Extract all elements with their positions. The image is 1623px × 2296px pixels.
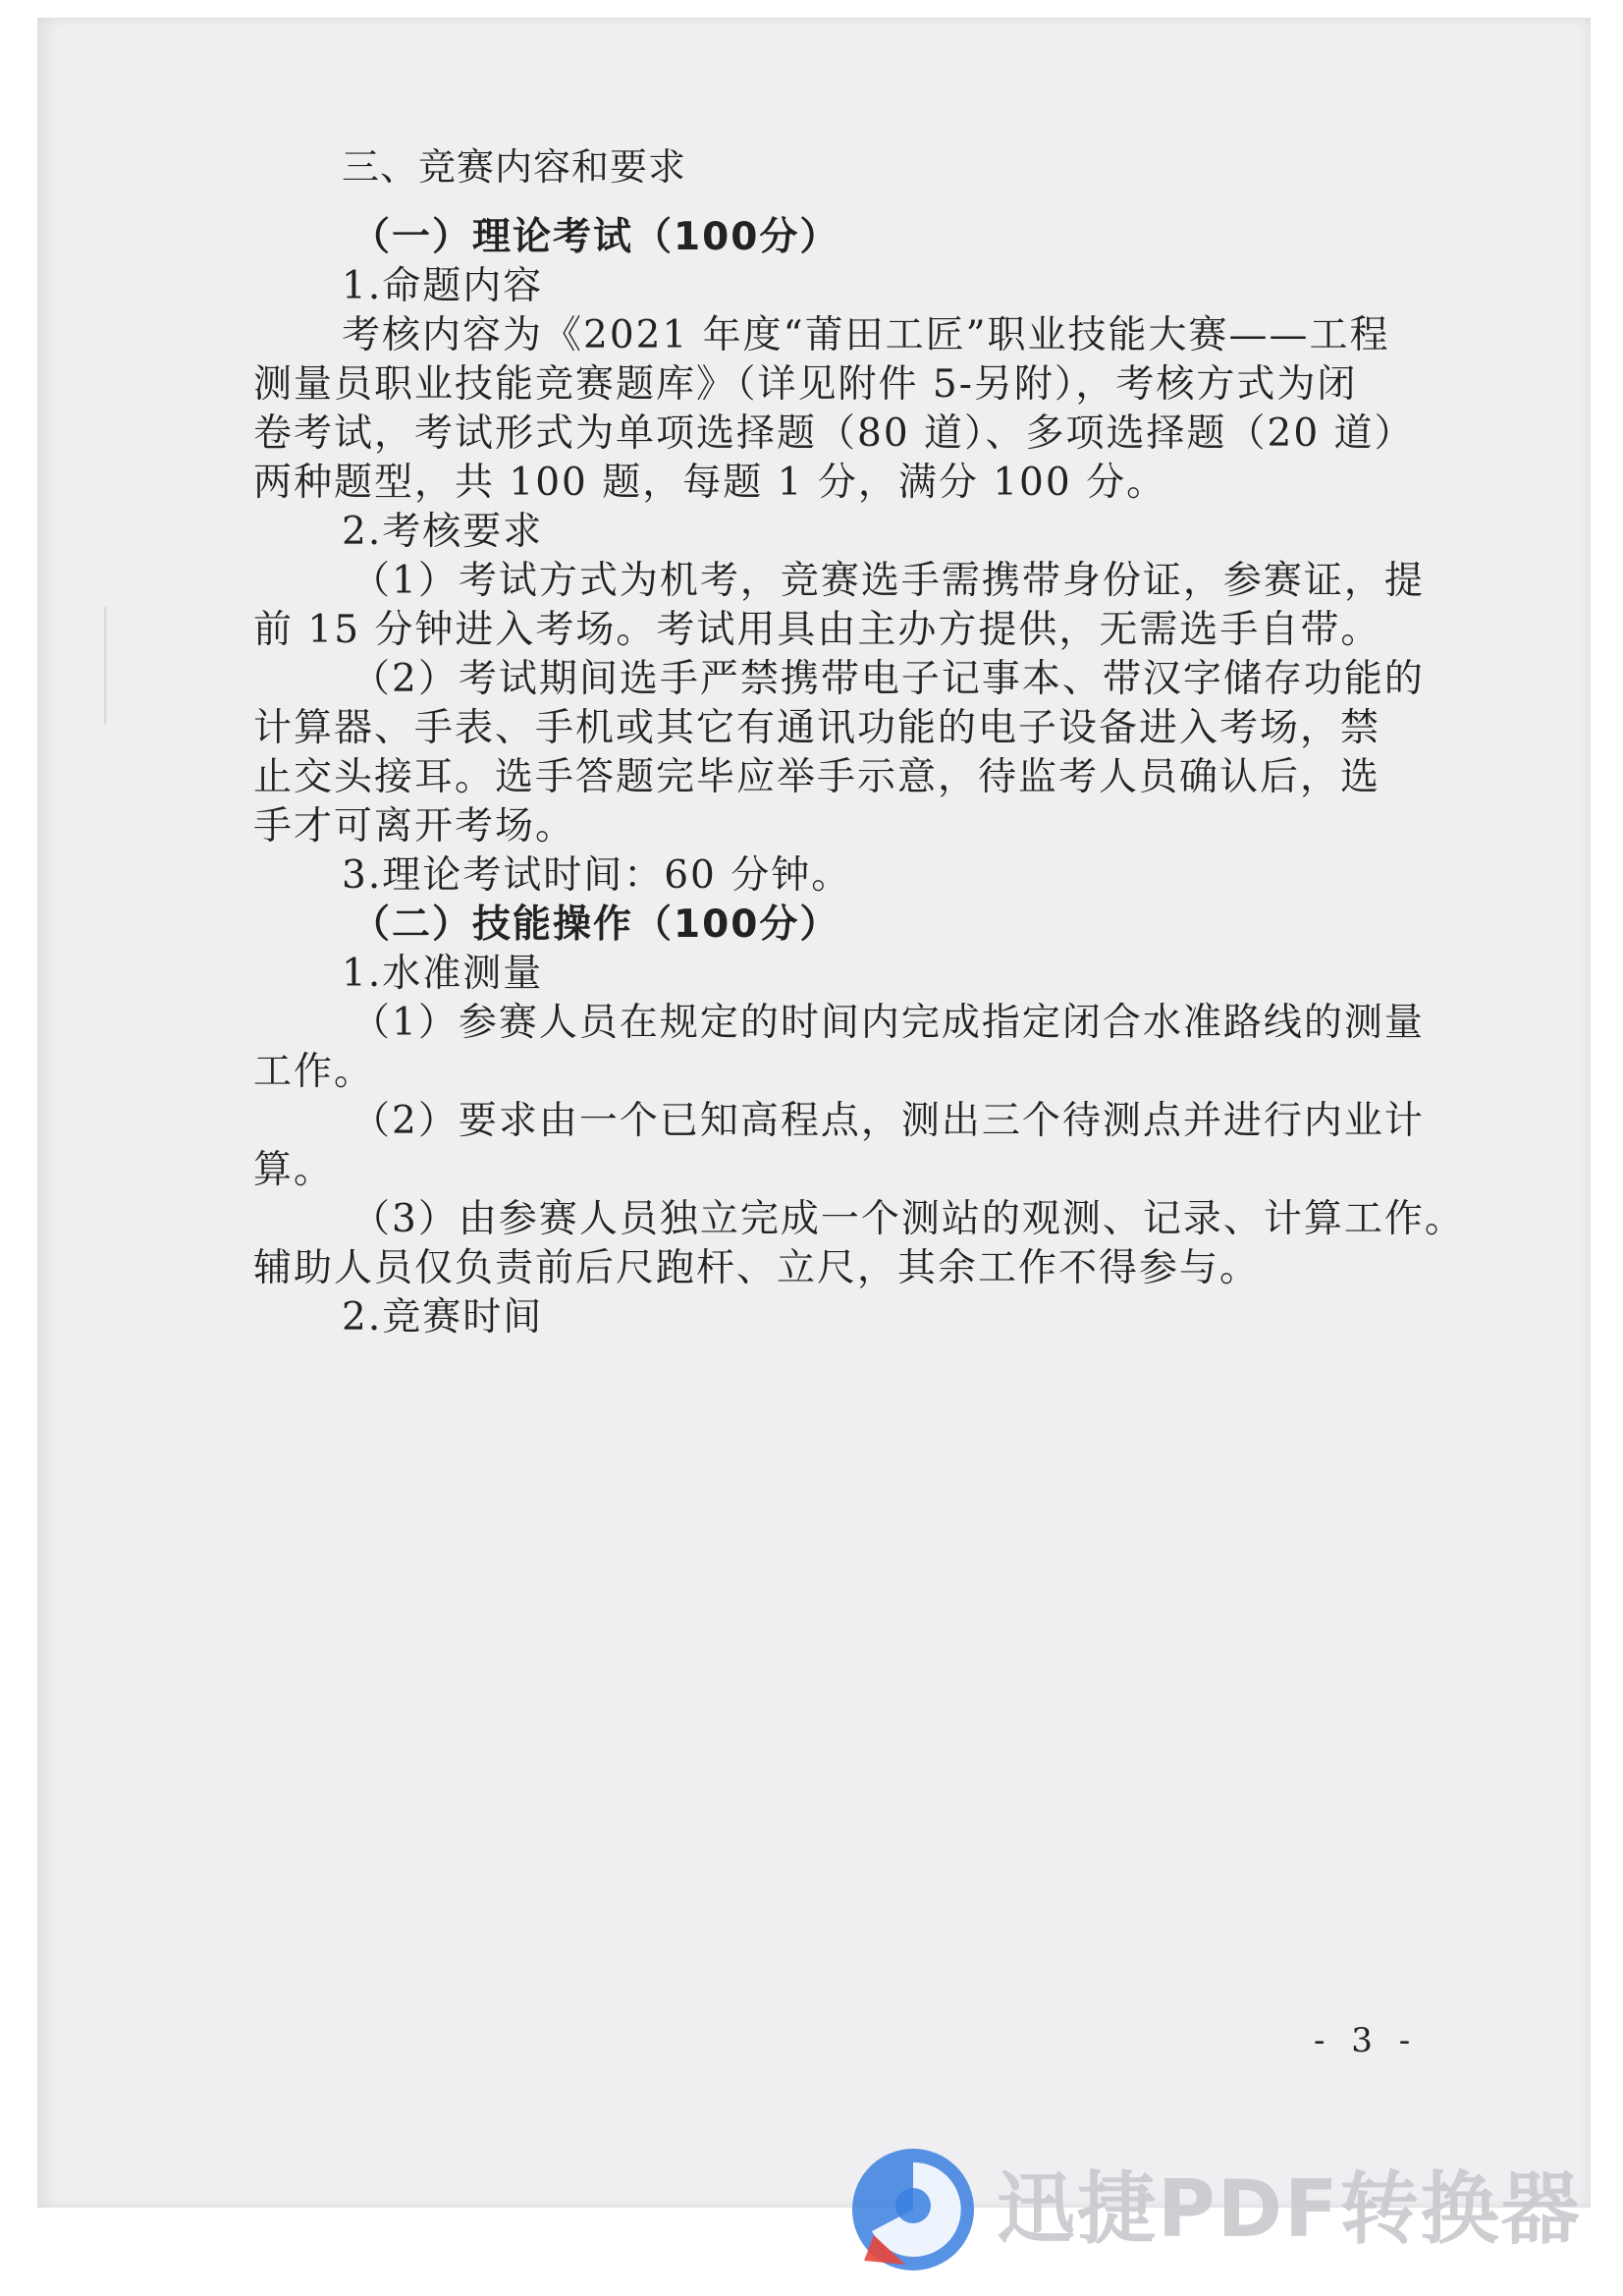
theory-item1-title: 1.命题内容	[342, 264, 544, 308]
watermark	[844, 2141, 1620, 2278]
page-content	[37, 18, 1591, 2208]
theory-req2-line: 止交头接耳。选手答题完毕应举手示意，待监考人员确认后，选	[253, 755, 1381, 799]
theory-req2-line: 计算器、手表、手机或其它有通讯功能的电子设备进入考场，禁	[253, 706, 1381, 750]
theory-time: 3.理论考试时间：60 分钟。	[342, 853, 852, 898]
theory-item1-line: 两种题型，共 100 题，每题 1 分，满分 100 分。	[253, 461, 1167, 505]
skills-item2-title: 2.竞赛时间	[342, 1295, 544, 1339]
theory-item1-line: 考核内容为《2021 年度“莆田工匠”职业技能大赛——工程	[342, 313, 1390, 357]
theory-item2-title: 2.考核要求	[342, 510, 544, 554]
theory-item1-line: 卷考试，考试形式为单项选择题（80 道）、多项选择题（20 道）	[253, 411, 1415, 456]
skills-item1-title: 1.水准测量	[342, 952, 544, 996]
skills-step3-line: （3）由参赛人员独立完成一个测站的观测、记录、计算工作。	[352, 1197, 1465, 1241]
skills-step1-line: 工作。	[253, 1050, 375, 1094]
theory-req2-line: 手才可离开考场。	[253, 804, 576, 848]
skills-step2-line: 算。	[253, 1148, 335, 1192]
skills-step3-line: 辅助人员仅负责前后尺跑杆、立尺，其余工作不得参与。	[253, 1246, 1261, 1290]
theory-req1-line: 前 15 分钟进入考场。考试用具由主办方提供，无需选手自带。	[253, 608, 1381, 652]
skills-step2-line: （2）要求由一个已知高程点，测出三个待测点并进行内业计	[352, 1099, 1425, 1143]
page-number: - 3 -	[1314, 2021, 1419, 2060]
skills-heading: （二）技能操作（100分）	[352, 902, 840, 947]
theory-req2-line: （2）考试期间选手严禁携带电子记事本、带汉字储存功能的	[352, 657, 1425, 701]
theory-req1-line: （1）考试方式为机考，竞赛选手需携带身份证，参赛证，提	[352, 559, 1425, 603]
xunjie-logo-icon	[844, 2141, 982, 2278]
skills-step1-line: （1）参赛人员在规定的时间内完成指定闭合水准路线的测量	[352, 1001, 1425, 1045]
theory-heading: （一）理论考试（100分）	[352, 215, 840, 259]
scanned-page	[37, 18, 1591, 2208]
watermark-text: 迅捷PDF转换器	[997, 2163, 1582, 2255]
section-title: 三、竞赛内容和要求	[342, 145, 687, 189]
theory-item1-line: 测量员职业技能竞赛题库》（详见附件 5-另附），考核方式为闭	[253, 362, 1358, 407]
